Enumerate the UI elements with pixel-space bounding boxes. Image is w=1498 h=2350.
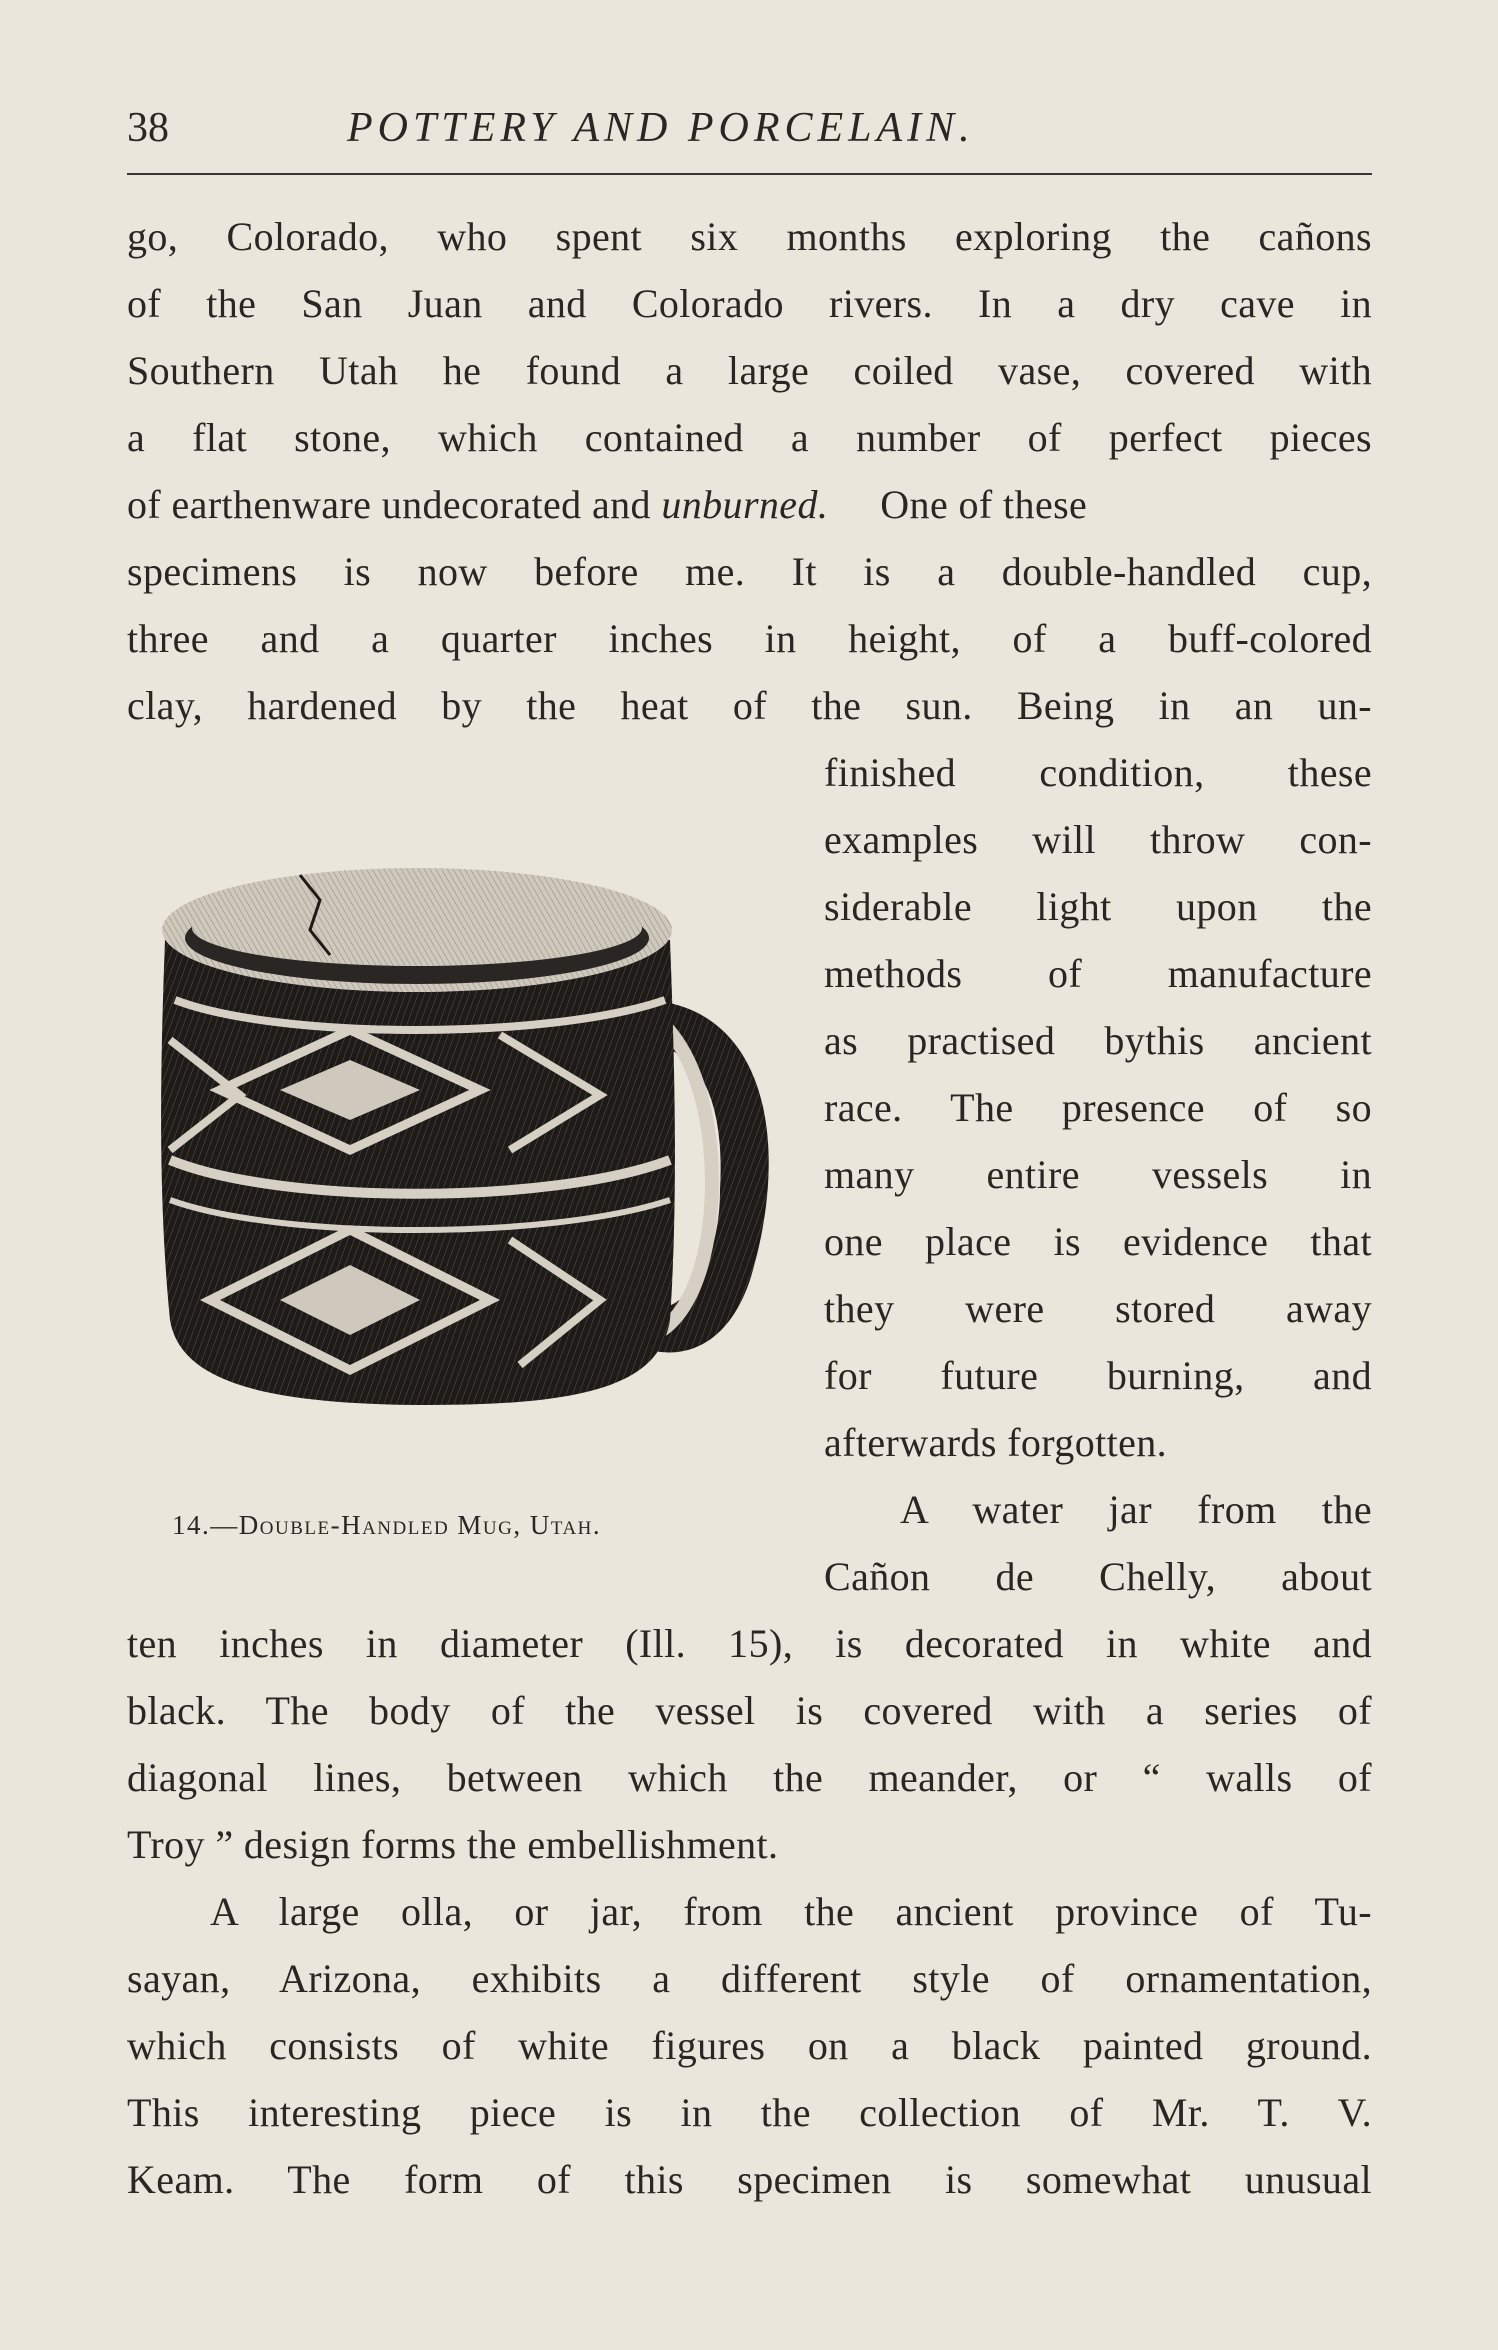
body-line-26: A large olla, or jar, from the ancient province of Tu- [210,1889,1372,1934]
body-line-7: three and a quarter inches in height, of a buff-colored [127,616,1372,661]
body-line-4: a flat stone, which contained a number of perfect pieces [127,415,1372,460]
body-line-10: examples will throw con- [824,817,1372,862]
body-line-29: This interesting piece is in the collection of Mr. T. V. [127,2090,1372,2135]
body-line-14: race. The presence of so [824,1085,1372,1130]
running-title: POTTERY AND PORCELAIN. [347,105,975,151]
body-line-3: Southern Utah he found a large coiled vase, covered with [127,348,1372,393]
body-line-19: afterwards forgotten. [824,1420,1168,1465]
figure-caption: 14.—Double-Handled Mug, Utah. [172,1510,602,1540]
body-line-21: Cañon de Chelly, about [824,1554,1372,1599]
body-line-1: go, Colorado, who spent six months exploring the cañons [127,214,1372,259]
body-line-20: A water jar from the [900,1487,1372,1532]
body-line-28: which consists of white figures on a black painted ground. [127,2023,1372,2068]
body-line-27: sayan, Arizona, exhibits a different style of ornamentation, [127,1956,1372,2001]
body-line-12: methods of manufacture [824,951,1372,996]
body-line-2: of the San Juan and Colorado rivers. In a dry cave in [127,281,1372,326]
body-line-16: one place is evidence that [824,1219,1372,1264]
body-line-18: for future burning, and [824,1353,1372,1398]
body-line-11: siderable light upon the [824,884,1372,929]
body-line-17: they were stored away [824,1286,1372,1331]
body-line-25: Troy ” design forms the embellishment. [127,1822,779,1867]
body-line-24: diagonal lines, between which the meander, or “ walls of [127,1755,1372,1800]
header-rule [127,173,1372,175]
body-line-5-text: of earthenware undecorated and [127,482,662,527]
page-number: 38 [127,105,169,151]
body-line-9: finished condition, these [824,750,1372,795]
mug-illustration [130,820,790,1480]
body-line-13: as practised bythis ancient [824,1018,1372,1063]
italic-word: unburned. [661,482,829,527]
body-line-23: black. The body of the vessel is covered with a series of [127,1688,1372,1733]
body-line-15: many entire vessels in [824,1152,1372,1197]
body-line-6: specimens is now before me. It is a double-handled cup, [127,549,1372,594]
body-line-30: Keam. The form of this specimen is somewhat unusual [127,2157,1372,2202]
body-line-5-tail: One of these [880,482,1088,527]
mug-engraving [130,820,790,1480]
page-header [127,100,1372,160]
body-line-8: clay, hardened by the heat of the sun. Being in an un- [127,683,1372,728]
body-line-22: ten inches in diameter (Ill. 15), is decorated in white and [127,1621,1372,1666]
body-line-5 [127,482,1372,528]
